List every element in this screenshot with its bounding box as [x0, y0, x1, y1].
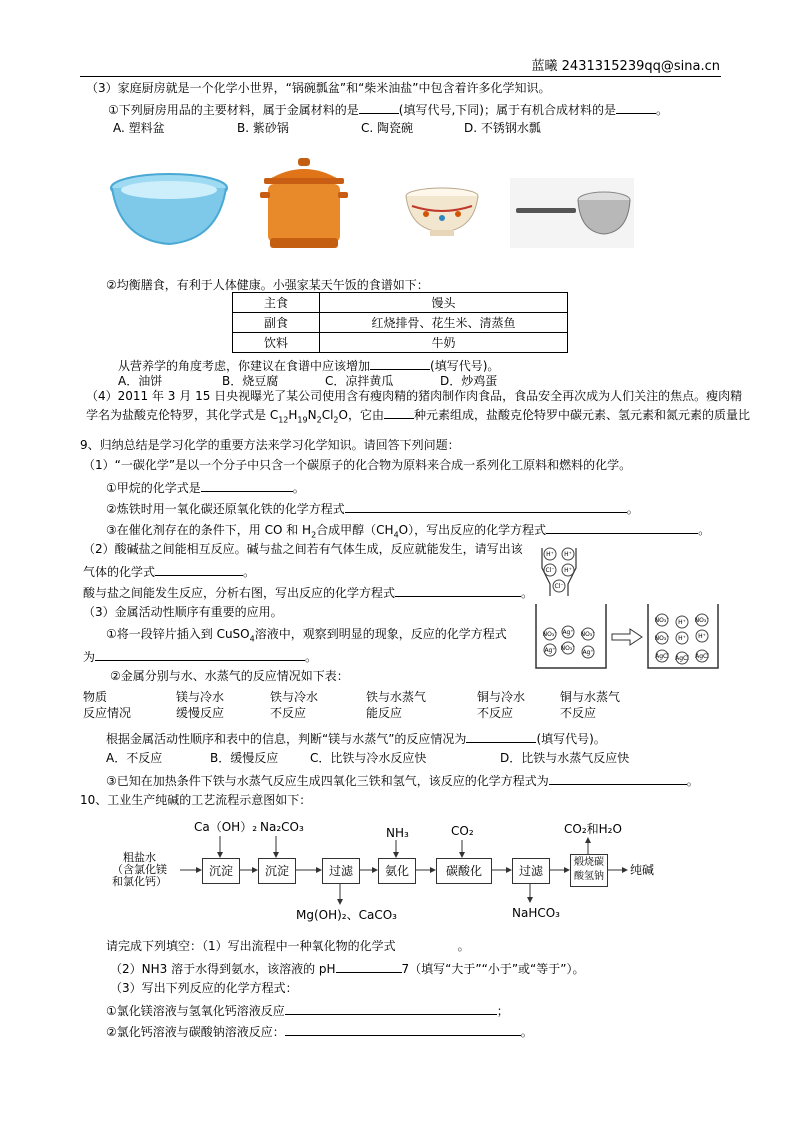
clay-pot-icon [258, 156, 350, 252]
q9-part3-3-b: (填写代号)。 [536, 732, 606, 746]
q9-part1-3-c: O），写出反应的化学方程式 [398, 523, 547, 537]
page-header: 蓝曦 2431315239qq@sina.cn [531, 59, 720, 74]
q8-sub3-b: (填写代号)。 [430, 359, 500, 373]
q9-part2-3 [83, 584, 533, 601]
food-option-a: A．油饼 [118, 374, 163, 388]
period: 。 [521, 586, 534, 600]
metal-result-0: 反应情况 [83, 706, 132, 720]
q8-intro: （3）家庭厨房就是一个化学小世界，“锅碗瓢盆”和“柴米油盐”中包含着许多化学知识。 [86, 81, 551, 95]
element-symbol: O，它由 [338, 408, 384, 422]
flow-reagent-4: CO₂ [451, 824, 474, 838]
q8-sub1-b: (填写代号,下同)；属于有机合成材料的是 [398, 103, 616, 117]
mg-option-c: C．比铁与冷水反应快 [310, 751, 427, 765]
beaker-diagram [534, 546, 722, 674]
q9-part1-1 [106, 479, 305, 496]
answer-blank[interactable] [384, 406, 414, 419]
ion-label: NO₃⁻ [580, 631, 596, 638]
q10-part3-1 [106, 1002, 509, 1019]
ion-label: NO₃⁻ [694, 617, 710, 624]
metal-result-3: 能反应 [366, 706, 403, 720]
period: 。 [686, 774, 699, 788]
mg-option-b: B．缓慢反应 [210, 751, 279, 765]
answer-blank[interactable] [285, 1002, 497, 1015]
q10-part3-2-text: ②氯化钙溶液与碳酸钠溶液反应： [106, 1025, 285, 1039]
q9-part1-3-b: 合成甲醇（CH [316, 523, 394, 537]
flow-step-ammoniate: 氨化 [378, 858, 416, 884]
answer-blank[interactable] [345, 500, 627, 513]
metal-result-1: 缓慢反应 [176, 706, 225, 720]
flow-end: 纯碱 [630, 863, 655, 877]
q9-part1-2-text: ②炼铁时用一氧化碳还原氧化铁的化学方程式 [106, 502, 345, 516]
answer-blank[interactable] [95, 648, 305, 661]
answer-blank[interactable] [616, 101, 656, 114]
food-option-b: B．烧豆腐 [222, 374, 279, 388]
flow-byproduct-2: NaHCO₃ [512, 906, 560, 920]
q9-part3-2: ②金属分别与水、水蒸气的反应情况如下表： [110, 669, 349, 683]
q9-part3-1-c: 为 [83, 650, 96, 664]
answer-blank[interactable] [549, 772, 687, 785]
element-symbol: N [307, 408, 317, 422]
q9-part1-3 [106, 521, 710, 542]
q10-part3: （3）写出下列反应的化学方程式： [110, 981, 298, 995]
q10-part1 [106, 939, 470, 954]
period: 。 [305, 650, 318, 664]
option-c: C. 陶瓷碗 [361, 121, 414, 135]
element-symbol: Cl [321, 408, 334, 422]
flow-step-carbonate: 碳酸化 [436, 858, 492, 884]
mg-option-a: A．不反应 [106, 751, 163, 765]
ion-label: H⁺ [698, 633, 706, 640]
period: 。 [292, 481, 305, 495]
mg-option-d: D．比铁与水蒸气反应快 [500, 751, 630, 765]
q9-part3-3-a: 根据金属活动性顺序和表中的信息，判断“镁与水蒸气”的反应情况为 [106, 732, 467, 746]
q9-part1-1-text: ①甲烷的化学式是 [106, 481, 201, 495]
menu-cell: 馒头 [320, 293, 568, 313]
metal-result-2: 不反应 [270, 706, 307, 720]
menu-cell: 副食 [233, 313, 320, 333]
menu-cell: 饮料 [233, 333, 320, 353]
option-b: B. 紫砂锅 [237, 121, 289, 135]
q9-part1: （1）“一碳化学”是以一个分子中只含一个碳原子的化合物为原料来合成一系列化工原料和燃料的化学。 [83, 458, 632, 472]
q8-part4-a: 学名为盐酸克伦特罗，其化学式是 C [86, 408, 279, 422]
ion-label: Cl⁻ [554, 583, 564, 590]
flow-step-precipitate-2: 沉淀 [258, 858, 296, 884]
subscript: 4 [249, 634, 255, 644]
period: 。 [520, 1025, 533, 1039]
option-a: A. 塑料盆 [113, 121, 165, 135]
flow-reagent-5: CO₂和H₂O [564, 822, 622, 836]
flow-reagent-1: Ca（OH）₂ [194, 820, 258, 834]
subscript: 2 [311, 530, 317, 540]
ion-label: H⁺ [546, 551, 554, 558]
answer-blank[interactable] [395, 584, 521, 597]
ion-label: Ag⁺ [582, 649, 594, 656]
ion-label: NO₃⁻ [560, 645, 576, 652]
q9-part2-1: （2）酸碱盐之间能相互反应。碱与盐之间若有气体生成，反应就能发生，请写出该 [83, 542, 523, 556]
subscript: 4 [393, 530, 399, 540]
menu-cell: 主食 [233, 293, 320, 313]
flow-start: 粗盐水 （含氯化镁 和氯化钙） [112, 851, 167, 888]
q10-part3-1-text: ①氯化镁溶液与氢氧化钙溶液反应 [106, 1004, 285, 1018]
q10-part2 [110, 960, 584, 977]
q9-part2-2-text: 气体的化学式 [83, 565, 156, 579]
table-row [233, 333, 568, 353]
table-row [233, 313, 568, 333]
flow-reagent-2: Na₂CO₃ [260, 820, 304, 834]
q9-part3-3 [106, 730, 606, 747]
flow-step-calcine: 煅烧碳酸氢钠 [570, 854, 608, 887]
metal-header-4: 铜与冷水 [477, 690, 526, 704]
q10-part2-a: （2）NH3 溶于水得到氨水，该溶液的 pH [110, 962, 336, 976]
q8-sub1-a: ①下列厨房用品的主要材料，属于金属材料的是 [108, 103, 359, 117]
header-rule [80, 76, 721, 77]
steel-ladle-icon [510, 178, 634, 248]
metal-header-3: 铁与水蒸气 [366, 690, 427, 704]
q8-part4-line2 [86, 406, 750, 427]
ion-label: Cl⁻ [545, 567, 555, 574]
q9-part3: （3）金属活动性顺序有重要的应用。 [83, 605, 283, 619]
answer-blank[interactable] [370, 357, 430, 370]
q10-part1-b: 。 [457, 939, 470, 953]
flow-byproduct-1: Mg(OH)₂、CaCO₃ [296, 908, 397, 922]
food-option-c: C．凉拌黄瓜 [325, 374, 394, 388]
answer-blank[interactable] [155, 563, 243, 576]
flow-step-filter-1: 过滤 [322, 858, 360, 884]
flow-reagent-3: NH₃ [386, 826, 409, 840]
q10-part2-b: 7（填写“大于”“小于”或“等于”）。 [401, 962, 585, 976]
subscript: 2 [333, 415, 339, 425]
q8-sub1-c: 。 [655, 103, 668, 117]
ion-label: H⁺ [564, 567, 572, 574]
q9-title: 9、归纳总结是学习化学的重要方法来学习化学知识。请回答下列问题： [80, 438, 460, 452]
q9-part3-1-a: ①将一段锌片插入到 CuSO [106, 627, 250, 641]
ion-label: NO₃⁻ [654, 635, 670, 642]
q10-part3-2 [106, 1023, 533, 1040]
ion-label: AgCl [655, 653, 669, 660]
metal-result-4: 不反应 [477, 706, 514, 720]
metal-header-2: 铁与冷水 [270, 690, 319, 704]
menu-cell: 牛奶 [320, 333, 568, 353]
food-option-d: D．炒鸡蛋 [440, 374, 498, 388]
ceramic-bowl-icon [404, 186, 480, 238]
answer-blank[interactable] [466, 730, 536, 743]
plastic-basin-icon [108, 170, 230, 250]
answer-blank[interactable] [285, 1023, 521, 1036]
period: 。 [698, 523, 711, 537]
q9-part3-1 [106, 627, 507, 646]
q9-part3-1-answer [83, 648, 317, 665]
subscript: 12 [278, 415, 289, 425]
q8-sub2: ②均衡膳食，有利于人体健康。小强家某天午饭的食谱如下： [106, 278, 429, 292]
q10-part1-a: 请完成下列填空：（1）写出流程中一种氧化物的化学式 [106, 939, 396, 953]
period: 。 [243, 565, 256, 579]
subscript: 2 [316, 415, 322, 425]
ion-label: Ag⁺ [544, 647, 556, 654]
q9-part3-4 [106, 772, 699, 789]
q9-part2-3-text: 酸与盐之间能发生反应，分析右图，写出反应的化学方程式 [83, 586, 396, 600]
q8-part4-b: 种元素组成，盐酸克伦特罗中碳元素、氢元素和氮元素的质量比 [413, 408, 750, 422]
flow-step-precipitate-1: 沉淀 [202, 858, 240, 884]
semicolon: ； [496, 1004, 509, 1018]
ion-label: H⁺ [564, 551, 572, 558]
flow-arrows [110, 818, 670, 918]
answer-blank[interactable] [336, 960, 402, 973]
ion-label: NO₃⁻ [654, 617, 670, 624]
q9-part3-4-text: ③已知在加热条件下铁与水蒸气反应生成四氧化三铁和氢气，该反应的化学方程式为 [106, 774, 549, 788]
subscript: 19 [297, 415, 308, 425]
q8-part4-line1: （4）2011 年 3 月 15 日央视曝光了某公司使用含有瘦肉精的猪肉制作肉食品，食品安全再次成为人们关注的焦点。瘦肉精 [86, 389, 743, 403]
ion-label: NO₃⁻ [542, 631, 558, 638]
element-symbol: H [288, 408, 298, 422]
q8-sub3 [118, 357, 499, 374]
ion-label: Ag⁺ [562, 629, 574, 636]
answer-blank[interactable] [201, 479, 293, 492]
answer-blank[interactable] [359, 101, 399, 114]
ion-label: H⁺ [678, 619, 686, 626]
q8-sub3-a: 从营养学的角度考虑，你建议在食谱中应该增加 [118, 359, 371, 373]
flow-step-filter-2: 过滤 [512, 858, 550, 884]
q9-part2-2 [83, 563, 255, 580]
answer-blank[interactable] [546, 521, 698, 534]
ion-label: AgCl [675, 655, 689, 662]
menu-cell: 红烧排骨、花生米、清蒸鱼 [320, 313, 568, 333]
metal-header-1: 镁与冷水 [176, 690, 225, 704]
q9-part1-2 [106, 500, 639, 517]
process-flow [110, 818, 670, 922]
metal-header-5: 铜与水蒸气 [560, 690, 621, 704]
ion-label: H⁺ [678, 635, 686, 642]
metal-result-5: 不反应 [560, 706, 597, 720]
q10-title: 10、工业生产纯碱的工艺流程示意图如下： [80, 793, 312, 807]
q9-part1-3-a: ③在催化剂存在的条件下，用 CO 和 H [106, 523, 312, 537]
q9-part3-1-b: 溶液中，观察到明显的现象，反应的化学方程式 [254, 627, 507, 641]
option-d: D. 不锈钢水瓢 [464, 121, 541, 135]
period: 。 [626, 502, 639, 516]
metal-header-0: 物质 [83, 690, 108, 704]
q8-sub1 [108, 101, 668, 118]
table-row [233, 293, 568, 313]
ion-label: AgCl [695, 653, 709, 660]
menu-table [232, 292, 568, 353]
